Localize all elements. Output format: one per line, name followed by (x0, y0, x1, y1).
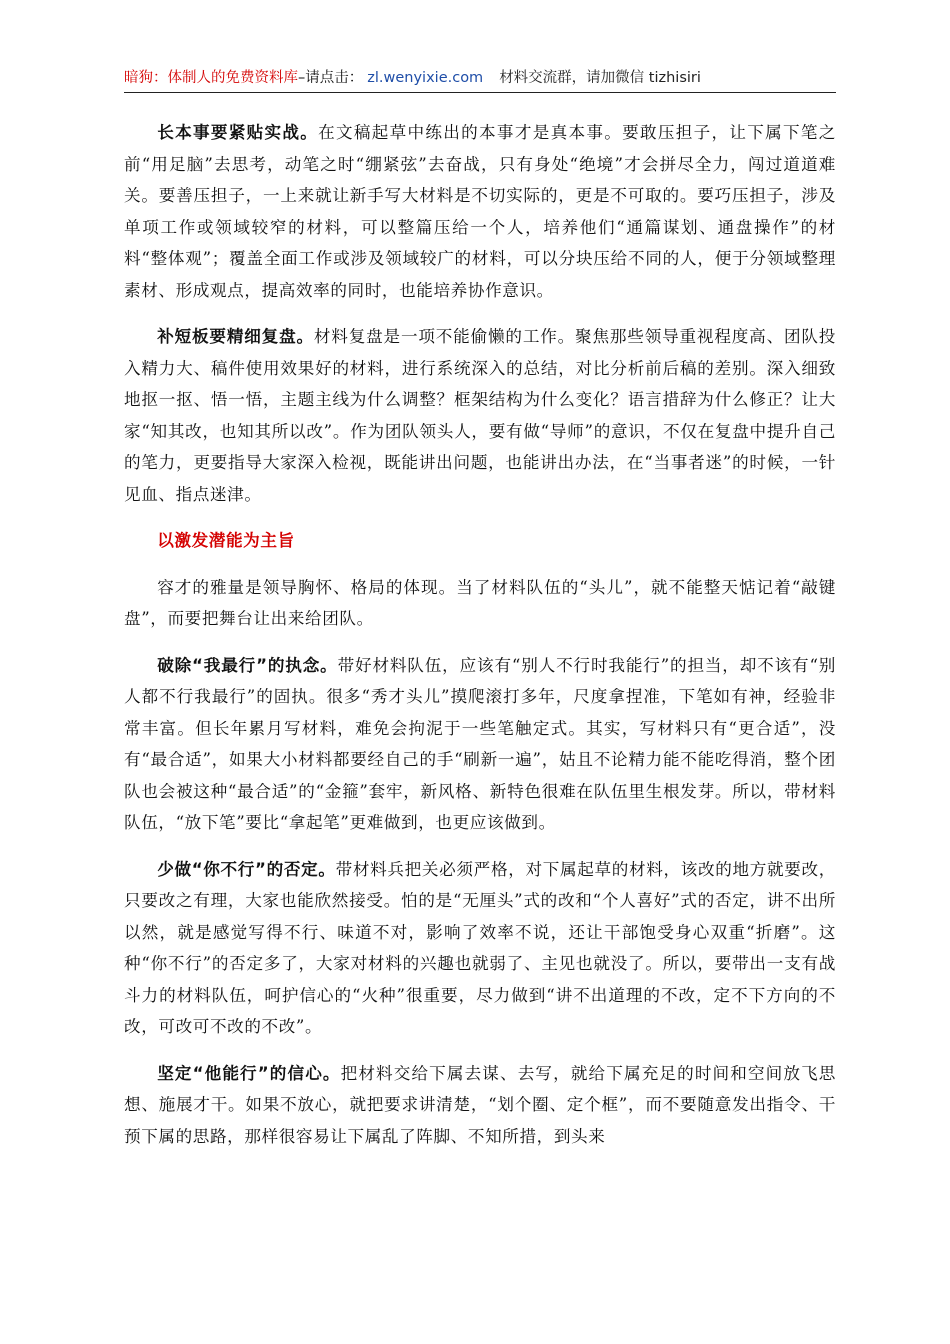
document-body (124, 117, 836, 1167)
paragraph-lead: 坚定“他能行”的信心。 (157, 1063, 341, 1083)
paragraph-text: 把材料交给下属去谋、去写，就给下属充足的时间和空间放飞思想、施展才干。如果不放心，就把要求讲清楚，“划个圈、定个框”，而不要随意发出指令、干预下属的思路，那样很容易让下属乱了阵脚、不知所措，到头来 (124, 1063, 836, 1146)
paragraph-lead: 少做“你不行”的否定。 (157, 859, 336, 879)
paragraph-lead: 长本事要紧贴实战。 (157, 123, 319, 142)
paragraph-text: 带好材料队伍，应该有“别人不行时我能行”的担当，却不该有“别人都不行我最行”的固执。很多“秀才头儿”摸爬滚打多年，尺度拿捏准，下笔如有神，经验非常丰富。但长年累月写材料，难免会拘泥于一些笔触定式。其实，写材料只有“更合适”，没有“最合适”，如果大小材料都要经自己的手“刷新一遍”，姑且不论精力能不能吃得消，整个团队也会被这种“最合适”的“金箍”套牢，新风格、新特色很难在队伍里生根发芽。所以，带材料队伍，“放下笔”要比“拿起笔”更难做到，也更应该做到。 (124, 655, 836, 832)
paragraph-review (124, 321, 836, 510)
header-note: 材料交流群，请加微信 tizhisiri (499, 70, 701, 86)
paragraph-text: 容才的雅量是领导胸怀、格局的体现。当了材料队伍的“头儿”，就不能整天惦记着“敲键盘”，而要把舞台让出来给团队。 (124, 577, 836, 628)
paragraph-text: 带材料兵把关必须严格，对下属起草的材料，该改的地方就要改，只要改之有理，大家也能欣然接受。怕的是“无厘头”式的改和“个人喜好”式的否定，讲不出所以然，就是感觉写得不行、味道不对，影响了效率不说，还让干部饱受身心双重“折磨”。这种“你不行”的否定多了，大家对材料的兴趣也就弱了、主见也就没了。所以，要带出一支有战斗力的材料队伍，呵护信心的“火种”很重要，尽力做到“讲不出道理的不改，定不下方向的不改，可改可不改的不改”。 (124, 859, 836, 1036)
section-heading: 以激发潜能为主旨 (157, 531, 295, 550)
paragraph-practice (124, 117, 836, 306)
header-prompt: –请点击： (298, 70, 364, 86)
paragraph-text: 材料复盘是一项不能偷懒的工作。聚焦那些领导重视程度高、团队投入精力大、稿件使用效果好的材料，进行系统深入的总结，对比分析前后稿的差别。深入细致地抠一抠、悟一悟，主题主线为什么调整？框架结构为什么变化？语言措辞为什么修正？让大家“知其改，也知其所以改”。作为团队领头人，要有做“导师”的意识，不仅在复盘中提升自己的笔力，更要指导大家深入检视，既能讲出问题，也能讲出办法，在“当事者迷”的时候，一针见血、指点迷津。 (124, 327, 836, 504)
paragraph-text: 在文稿起草中练出的本事才是真本事。要敢压担子，让下属下笔之前“用足脑”去思考，动笔之时“绷紧弦”去奋战，只有身处“绝境”才会拼尽全力，闯过道道难关。要善压担子，一上来就让新手写大材料是不切实际的，更是不可取的。要巧压担子，涉及单项工作或领域较窄的材料，可以整篇压给一个人，培养他们“通篇谋划、通盘操作”的材料“整体观”；覆盖全面工作或涉及领域较广的材料，可以分块压给不同的人，便于分领域整理素材、形成观点，提高效率的同时，也能培养协作意识。 (124, 123, 836, 300)
page-header (124, 66, 836, 92)
paragraph-he-can (124, 1058, 836, 1153)
header-link[interactable]: zl.wenyixie.com (367, 70, 484, 86)
header-divider (124, 92, 836, 93)
paragraph-lead: 补短板要精细复盘。 (157, 327, 314, 346)
paragraph-intro (124, 572, 836, 635)
paragraph-you-cannot (124, 854, 836, 1043)
paragraph-lead: 破除“我最行”的执念。 (157, 655, 338, 675)
header-brand: 暗狗：体制人的免费资料库 (124, 70, 298, 86)
paragraph-i-am-best (124, 650, 836, 839)
